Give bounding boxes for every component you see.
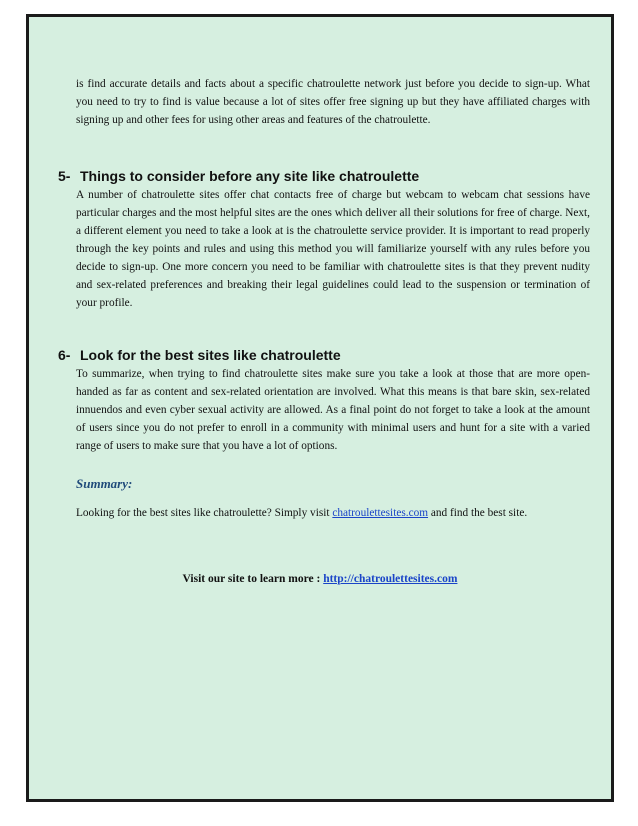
section-6-title: Look for the best sites like chatroulette (80, 347, 341, 363)
document-page (26, 14, 614, 802)
section-6-number: 6- (58, 347, 71, 363)
section-6-body: To summarize, when trying to find chatroulette sites make sure you take a look at those that are more open-handed as far as content and sex-related orientation are involved. What this means is that bare skin, sex-related innuendos and even cyber sexual activity are allowed. As a final point do not forget to take a look at the amount of users since you do not prefer to enroll in a community with minimal users and hunt for a site with a varied range of users to make sure that you have a lot of options. (76, 368, 590, 452)
section-5-number: 5- (58, 168, 71, 184)
summary-site-link[interactable]: chatroulettesites.com (332, 507, 429, 519)
section-5-heading (58, 168, 419, 184)
footer-label: Visit our site to learn more : (182, 573, 324, 585)
intro-paragraph: is find accurate details and facts about a specific chatroulette network just before you decide to sign-up. What you need to try to find is value because a lot of sites offer free signing up but they have affiliated charges with signing up and other fees for using other areas and features of the chatroulette. (76, 78, 590, 126)
summary-text-after: and find the best site. (428, 507, 528, 519)
summary-title: Summary: (76, 476, 133, 491)
section-5-title: Things to consider before any site like chatroulette (80, 168, 420, 184)
section-5-body: A number of chatroulette sites offer chat contacts free of charge but webcam to webcam chat sessions have particular charges and the most helpful sites are the ones which deliver all their solutions for free of charge. Next, a different element you need to take a look at is the chatroulette service provider. It is important to read properly through the key points and rules and using this method you will familiarize yourself with any rules before you decide to sign-up. One more concern you need to be familiar with chatroulette sites is that they prevent nudity and sex-related preferences and breaking their legal guidelines could lead to the suspension or termination of your profile. (76, 189, 590, 309)
footer-site-link[interactable]: http://chatroulettesites.com (323, 573, 458, 585)
footer-cta (28, 573, 612, 585)
summary-text-before: Looking for the best sites like chatroulette? Simply visit (76, 507, 333, 519)
summary-paragraph (76, 504, 590, 522)
section-6-heading (58, 347, 341, 363)
